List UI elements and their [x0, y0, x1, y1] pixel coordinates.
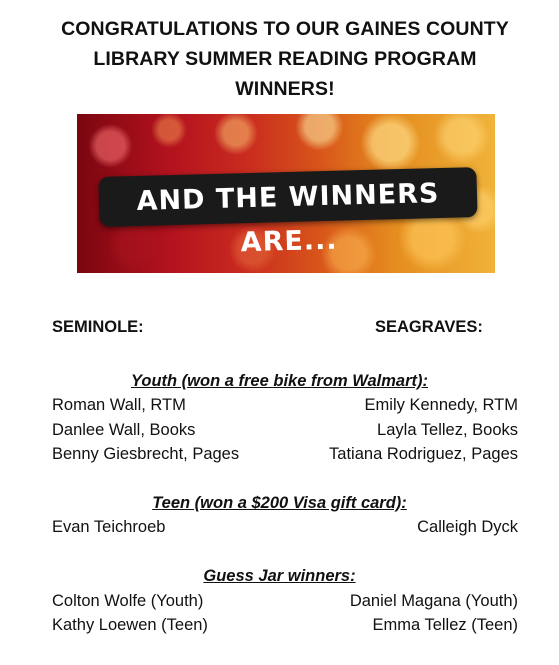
teen-section-title: Teen (won a $200 Visa gift card):	[152, 494, 407, 512]
title-line-3: WINNERS!	[235, 78, 335, 100]
seagraves-heading: SEAGRAVES:	[375, 318, 483, 336]
youth-winner-seminole: Benny Giesbrecht, Pages	[52, 445, 240, 463]
guess-jar-winner-seminole: Kathy Loewen (Teen)	[52, 616, 208, 634]
youth-winner-seagraves: Tatiana Rodriguez, Pages	[329, 445, 518, 463]
page-title	[30, 14, 540, 104]
title-line-1: CONGRATULATIONS TO OUR GAINES COUNTY	[61, 18, 509, 40]
guess-jar-winner-seminole: Colton Wolfe (Youth)	[52, 592, 204, 610]
banner-text: AND THE WINNERS ARE...	[136, 178, 440, 259]
youth-winner-seminole: Danlee Wall, Books	[52, 421, 196, 439]
youth-winner-seagraves: Emily Kennedy, RTM	[364, 396, 518, 414]
youth-winner-seminole: Roman Wall, RTM	[52, 396, 186, 414]
teen-winner-seagraves: Calleigh Dyck	[417, 518, 518, 536]
seminole-heading: SEMINOLE:	[52, 318, 144, 336]
guess-jar-winner-seagraves: Emma Tellez (Teen)	[372, 616, 518, 634]
teen-winner-seminole: Evan Teichroeb	[52, 518, 166, 536]
guess-jar-section-title: Guess Jar winners:	[203, 567, 356, 585]
title-line-2: LIBRARY SUMMER READING PROGRAM	[93, 48, 477, 70]
youth-winner-seagraves: Layla Tellez, Books	[377, 421, 518, 439]
guess-jar-winner-seagraves: Daniel Magana (Youth)	[349, 592, 518, 610]
youth-section-title: Youth (won a free bike from Walmart):	[130, 372, 429, 390]
winners-banner-image	[77, 114, 495, 273]
